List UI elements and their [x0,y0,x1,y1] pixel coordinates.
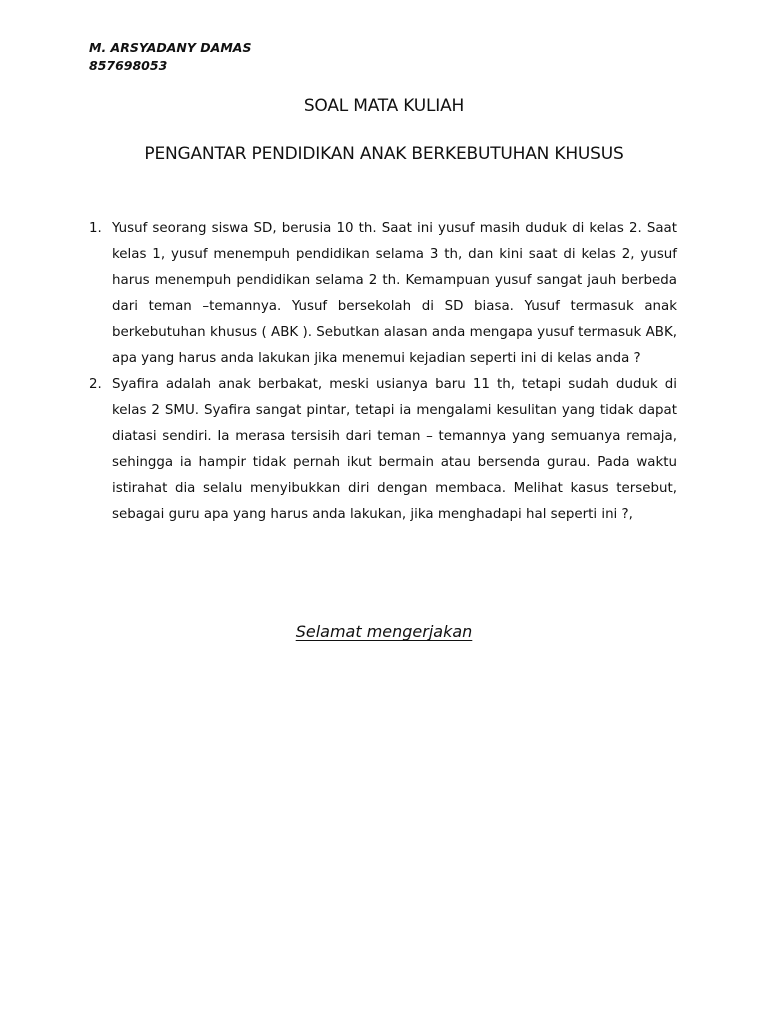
question-text: Yusuf seorang siswa SD, berusia 10 th. Saat ini yusuf masih duduk di kelas 2. Saat kelas 1, yusuf menempuh pendidikan selama 3 th, dan kini saat di kelas 2, yusuf harus menempuh pendidikan selama 2 th. Kemampuan yusuf sangat jauh berbeda dari teman –temannya. Yusuf bersekolah di SD biasa. Yusuf termasuk anak berkebutuhan khusus ( ABK ). Sebutkan alasan anda mengapa yusuf termasuk ABK, apa yang harus anda lakukan jika menemui kejadian seperti ini di kelas anda ? [112,221,677,366]
document-title: SOAL MATA KULIAH [303,96,465,116]
question-number: 2. [89,377,102,392]
question-number: 1. [89,221,102,236]
question-item [89,372,677,528]
closing-message: Selamat mengerjakan [295,622,473,641]
course-title: PENGANTAR PENDIDIKAN ANAK BERKEBUTUHAN KHUSUS [144,144,624,164]
author-name: M. ARSYADANY DAMAS [89,40,252,55]
author-block [89,39,251,75]
question-text: Syafira adalah anak berbakat, meski usianya baru 11 th, tetapi sudah duduk di kelas 2 SMU. Syafira sangat pintar, tetapi ia mengalami kesulitan yang tidak dapat diatasi sendiri. Ia merasa tersisih dari teman – temannya yang semuanya remaja, sehingga ia hampir tidak pernah ikut bermain atau bersenda gurau. Pada waktu istirahat dia selalu menyibukkan diri dengan membaca. Melihat kasus tersebut, sebagai guru apa yang harus anda lakukan, jika menghadapi hal seperti ini ?, [112,377,677,522]
question-list [89,216,677,528]
question-item [89,216,677,372]
author-id: 857698053 [89,58,168,73]
